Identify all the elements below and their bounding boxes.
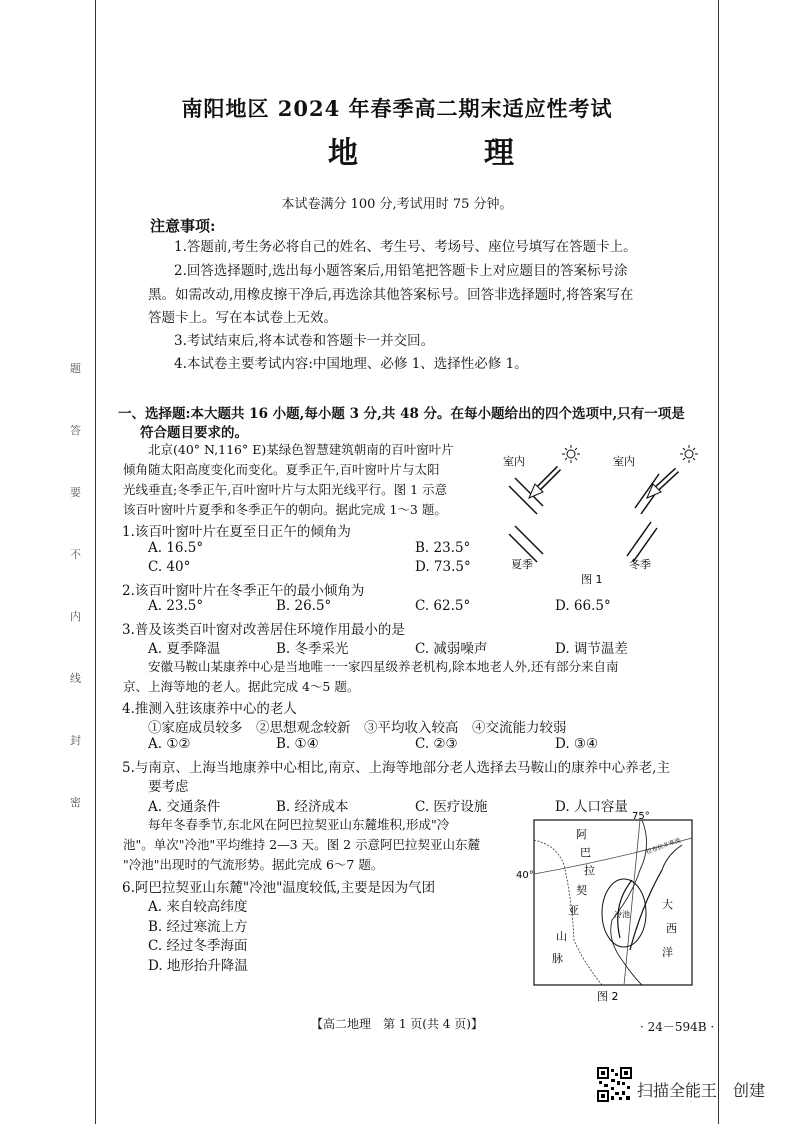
margin-char: 答 (70, 424, 81, 437)
q1-option-a: A. 16.5° (148, 540, 204, 556)
paper-code: · 24－594B · (640, 1020, 715, 1034)
passage-line: 每年冬春季节,东北风在阿巴拉契亚山东麓堆积,形成"冷 (148, 817, 450, 832)
passage-line: 安徽马鞍山某康养中心是当地唯一一家四星级养老机构,除本地老人外,还有部分来自南 (148, 659, 619, 674)
q5-option-c: C. 医疗设施 (415, 799, 488, 815)
q1-option-c: C. 40° (148, 559, 191, 575)
q3-option-a: A. 夏季降温 (148, 641, 221, 657)
ocean-label-char: 洋 (662, 946, 673, 959)
margin-char: 线 (70, 672, 81, 685)
question-6-stem: 6.阿巴拉契亚山东麓"冷池"温度较低,主要是因为气团 (122, 880, 436, 896)
margin-char: 封 (70, 734, 81, 747)
fig1-indoor-label-left: 室内 (503, 455, 525, 468)
question-5-stem: 5.与南京、上海当地康养中心相比,南京、上海等地部分老人选择去马鞍山的康养中心养老,主 (122, 760, 670, 776)
page-footer: 【高二地理 第 1 页(共 4 页)】 (311, 1017, 483, 1031)
notice-item: 答题卡上。写在本试卷上无效。 (148, 310, 337, 326)
q5-option-d: D. 人口容量 (555, 799, 628, 815)
range-label-char: 亚 (568, 904, 579, 917)
q6-option-d: D. 地形抬升降温 (148, 958, 248, 974)
range-label-char: 契 (576, 884, 587, 897)
notice-item: 2.回答选择题时,选出每小题答案后,用铅笔把答题卡上对应题目的答案标号涂 (174, 263, 628, 279)
labrador-current-label: 拉布拉多寒流 (645, 836, 682, 856)
q6-option-c: C. 经过冬季海面 (148, 938, 248, 954)
margin-char: 不 (70, 548, 81, 561)
qr-code-icon (597, 1067, 632, 1102)
notice-item: 1.答题前,考生务必将自己的姓名、考生号、考场号、座位号填写在答题卡上。 (174, 239, 637, 255)
range-label-char: 阿 (576, 828, 587, 841)
passage-line: "冷池"出现时的气流形势。据此完成 6～7 题。 (123, 857, 384, 872)
q5-option-b: B. 经济成本 (276, 799, 349, 815)
passage-line: 池"。单次"冷池"平均维持 2—3 天。图 2 示意阿巴拉契亚山东麓 (123, 837, 481, 852)
passage-line: 倾角随太阳高度变化而变化。夏季正午,百叶窗叶片与太阳 (123, 462, 440, 477)
range-label-char: 拉 (584, 864, 595, 877)
section-heading-cont: 符合题目要求的。 (140, 425, 248, 441)
q6-option-a: A. 来自较高纬度 (148, 899, 248, 915)
passage-line: 该百叶窗叶片夏季和冬季正午的朝向。据此完成 1～3 题。 (123, 502, 447, 517)
passage-line: 北京(40° N,116° E)某绿色智慧建筑朝南的百叶窗叶片 (148, 442, 454, 457)
longitude-label: 75° (632, 811, 650, 822)
q1-option-b: B. 23.5° (415, 540, 471, 556)
sun-icon (562, 445, 580, 463)
q4-option-b: B. ①④ (276, 736, 319, 752)
q2-option-d: D. 66.5° (555, 598, 611, 614)
q4-option-c: C. ②③ (415, 736, 458, 752)
latitude-label: 40° (516, 870, 534, 881)
margin-char: 密 (70, 796, 81, 809)
range-label-char: 山 (556, 930, 567, 943)
fig1-winter-label: 冬季 (629, 558, 651, 571)
margin-char: 题 (70, 362, 81, 375)
margin-char: 要 (70, 486, 81, 499)
question-1-stem: 1.该百叶窗叶片在夏至日正午的倾角为 (122, 524, 351, 540)
subject-title: 地 理 (328, 136, 562, 171)
cold-pool-label: 冷池 (614, 910, 630, 919)
q3-option-b: B. 冬季采光 (276, 641, 349, 657)
q4-option-a: A. ①② (148, 736, 191, 752)
notice-heading: 注意事项: (150, 217, 216, 235)
notice-item: 3.考试结束后,将本试卷和答题卡一并交回。 (174, 333, 435, 349)
q6-option-b: B. 经过寒流上方 (148, 919, 248, 935)
exam-info: 本试卷满分 100 分,考试用时 75 分钟。 (281, 197, 513, 212)
sun-icon (680, 445, 698, 463)
q2-option-b: B. 26.5° (276, 598, 332, 614)
question-2-stem: 2.该百叶窗叶片在冬季正午的最小倾角为 (122, 583, 365, 599)
q4-option-d: D. ③④ (555, 736, 599, 752)
passage-line: 光线垂直;冬季正午,百叶窗叶片与太阳光线平行。图 1 示意 (123, 482, 448, 497)
range-label-char: 脉 (552, 952, 563, 965)
question-5-stem-cont: 要考虑 (148, 779, 189, 795)
question-3-stem: 3.普及该类百叶窗对改善居住环境作用最小的是 (122, 622, 405, 638)
q5-option-a: A. 交通条件 (148, 799, 221, 815)
fig2-caption: 图 2 (597, 990, 619, 1003)
q2-option-a: A. 23.5° (148, 598, 204, 614)
ocean-label-char: 大 (662, 898, 673, 911)
figure-2-map (512, 810, 702, 1005)
q3-option-d: D. 调节温差 (555, 641, 628, 657)
fig1-caption: 图 1 (581, 573, 603, 586)
passage-line: 京、上海等地的老人。据此完成 4～5 题。 (123, 679, 360, 694)
exam-title: 南阳地区 2024 年春季高二期末适应性考试 (181, 96, 613, 121)
question-4-stem: 4.推测入驻该康养中心的老人 (122, 701, 297, 717)
q1-option-d: D. 73.5° (415, 559, 471, 575)
summer-sunray-arrow (529, 468, 559, 498)
figure-1 (495, 440, 710, 590)
q3-option-c: C. 减弱噪声 (415, 641, 488, 657)
scanner-watermark: 扫描全能王 创建 (637, 1081, 766, 1100)
section-heading: 一、选择题:本大题共 16 小题,每小题 3 分,共 48 分。在每小题给出的四个选项中,只有一项是 (118, 406, 685, 422)
q4-statements: ①家庭成员较多 ②思想观念较新 ③平均收入较高 ④交流能力较弱 (148, 720, 567, 736)
binding-margin-text (70, 360, 86, 856)
fig1-summer-label: 夏季 (511, 558, 533, 571)
notice-item: 黑。如需改动,用橡皮擦干净后,再选涂其他答案标号。回答非选择题时,将答案写在 (148, 287, 634, 303)
ocean-label-char: 西 (666, 922, 677, 935)
notice-item: 4.本试卷主要考试内容:中国地理、必修 1、选择性必修 1。 (174, 356, 528, 372)
q2-option-c: C. 62.5° (415, 598, 471, 614)
margin-char: 内 (70, 610, 81, 623)
fig1-indoor-label-right: 室内 (613, 455, 635, 468)
range-label-char: 巴 (580, 846, 591, 859)
